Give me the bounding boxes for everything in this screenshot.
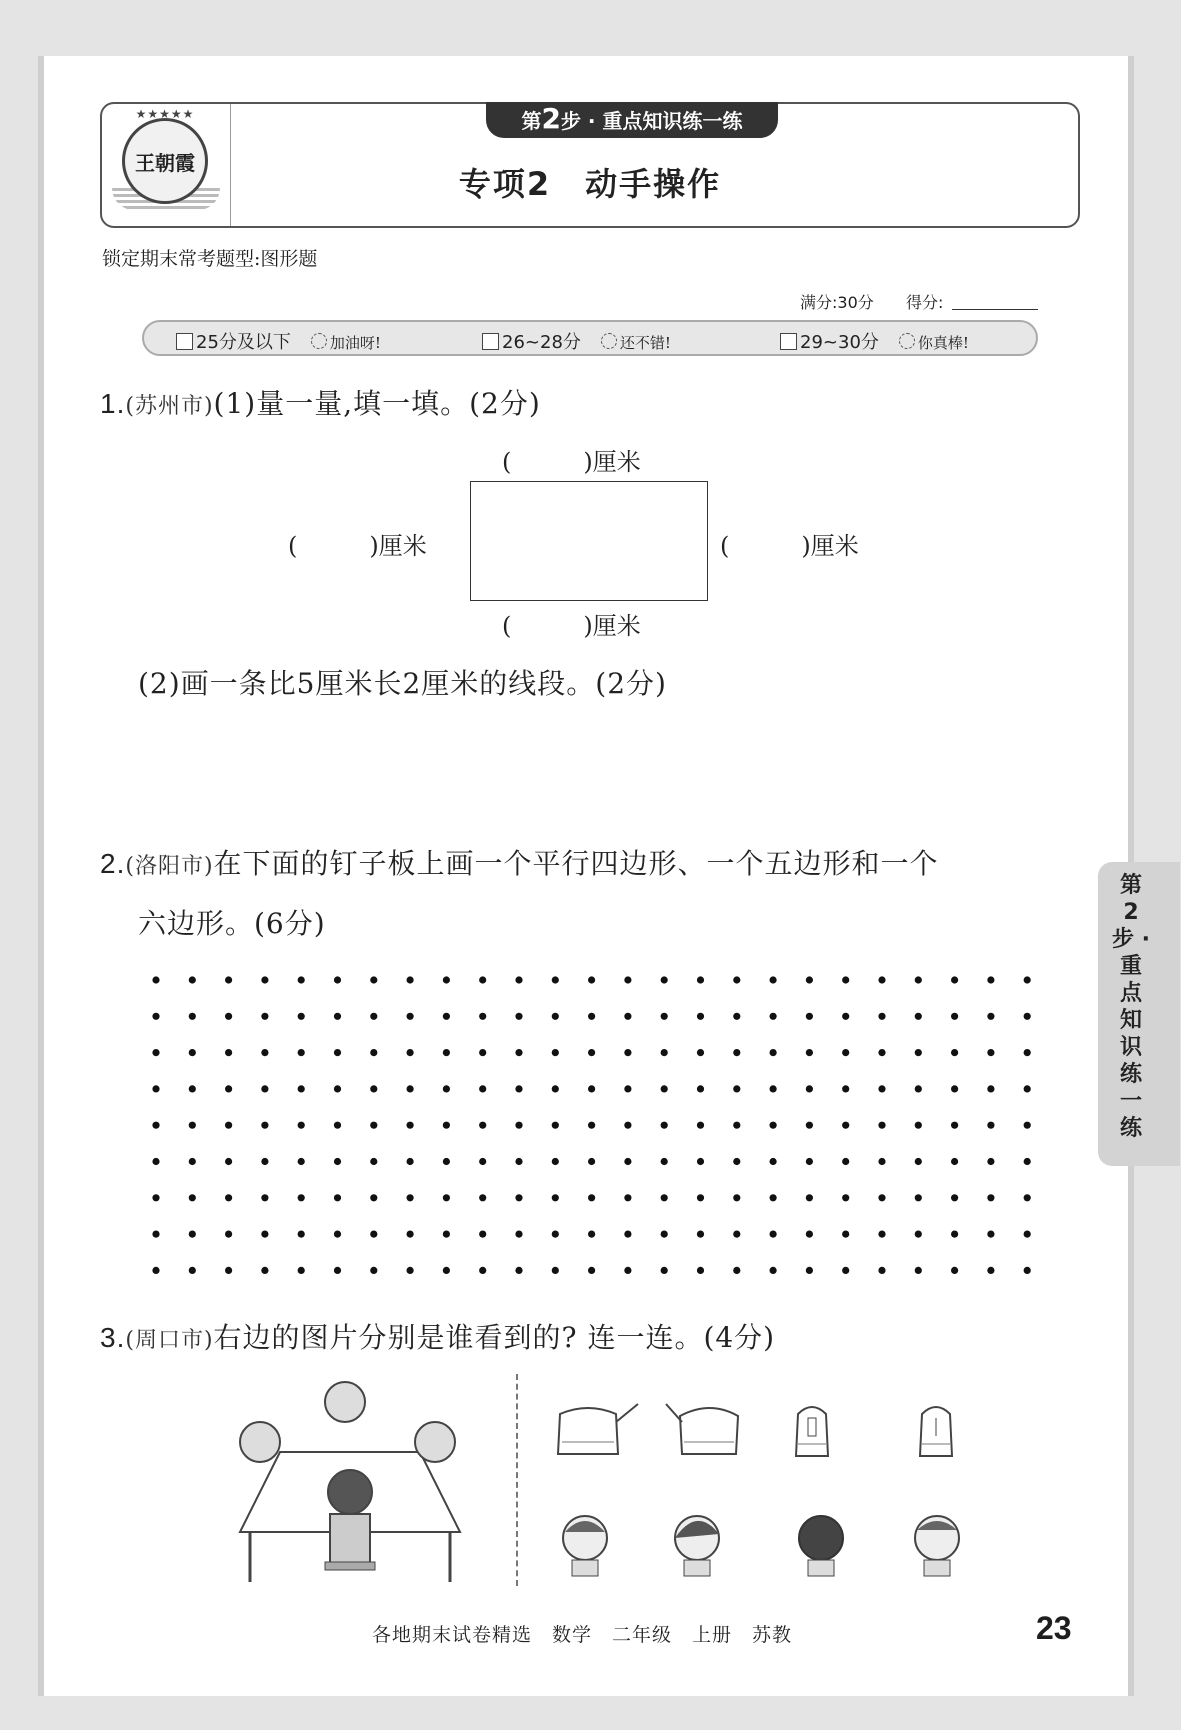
face-icon: [601, 333, 617, 349]
question-number: 1.: [100, 388, 126, 419]
grid-dot[interactable]: [624, 1049, 631, 1056]
children-table-illustration: [220, 1372, 480, 1602]
grid-dot[interactable]: [733, 1049, 740, 1056]
grid-dot[interactable]: [370, 1122, 377, 1129]
grid-dot[interactable]: [189, 1085, 196, 1092]
grid-dot[interactable]: [806, 1049, 813, 1056]
grid-dot[interactable]: [987, 1122, 994, 1129]
grid-dot[interactable]: [770, 1085, 777, 1092]
grid-dot[interactable]: [515, 1158, 522, 1165]
grid-dot[interactable]: [515, 1231, 522, 1238]
page-title: 专项2 动手操作: [458, 165, 722, 203]
grid-dot[interactable]: [479, 976, 486, 983]
grid-dot[interactable]: [878, 1122, 885, 1129]
score-range: 29~30分: [800, 332, 879, 353]
grid-dot[interactable]: [298, 1158, 305, 1165]
grid-dot[interactable]: [189, 976, 196, 983]
grid-dot[interactable]: [661, 1194, 668, 1201]
grid-dot[interactable]: [225, 1122, 232, 1129]
question-text: 右边的图片分别是谁看到的? 连一连。(4分): [213, 1321, 776, 1354]
grid-dot[interactable]: [407, 1158, 414, 1165]
checkbox-icon[interactable]: [780, 333, 797, 350]
dashed-divider: [516, 1374, 518, 1586]
grid-dot[interactable]: [152, 1158, 159, 1165]
grid-dot[interactable]: [334, 1158, 341, 1165]
grid-dot[interactable]: [915, 1085, 922, 1092]
grid-dot[interactable]: [624, 1085, 631, 1092]
grid-dot[interactable]: [624, 1122, 631, 1129]
grid-dot[interactable]: [588, 1231, 595, 1238]
grid-dot[interactable]: [624, 976, 631, 983]
grid-dot[interactable]: [661, 1049, 668, 1056]
grid-dot[interactable]: [1024, 1158, 1031, 1165]
grid-dot[interactable]: [334, 1122, 341, 1129]
grid-dot[interactable]: [733, 1013, 740, 1020]
score-level-1: [176, 328, 381, 354]
grid-dot[interactable]: [1024, 1122, 1031, 1129]
question-source: (周口市): [125, 1328, 214, 1353]
footer-text: 各地期末试卷精选 数学 二年级 上册 苏教: [372, 1624, 793, 1646]
grid-dot[interactable]: [152, 1267, 159, 1274]
grid-dot[interactable]: [878, 1013, 885, 1020]
grid-dot[interactable]: [878, 1194, 885, 1201]
question-1: [100, 382, 541, 422]
grid-dot[interactable]: [152, 1231, 159, 1238]
grid-dot[interactable]: [951, 1122, 958, 1129]
grid-dot[interactable]: [588, 1049, 595, 1056]
grid-dot[interactable]: [806, 1085, 813, 1092]
grid-dot[interactable]: [661, 1267, 668, 1274]
grid-dot[interactable]: [842, 1231, 849, 1238]
grid-dot[interactable]: [987, 1013, 994, 1020]
score-comment: 还不错!: [619, 334, 671, 352]
grid-dot[interactable]: [189, 1158, 196, 1165]
grid-dot[interactable]: [588, 1267, 595, 1274]
grid-dot[interactable]: [298, 1231, 305, 1238]
grid-dot[interactable]: [987, 1267, 994, 1274]
grid-dot[interactable]: [878, 1267, 885, 1274]
grid-dot[interactable]: [878, 976, 885, 983]
score-level-2: [482, 328, 671, 354]
question-2-line-2: 六边形。(6分): [138, 907, 326, 940]
measure-rectangle: [470, 481, 708, 601]
grid-dot[interactable]: [334, 1231, 341, 1238]
grid-dot[interactable]: [370, 1231, 377, 1238]
grid-dot[interactable]: [624, 1231, 631, 1238]
grid-dot[interactable]: [733, 1158, 740, 1165]
grid-dot[interactable]: [697, 1013, 704, 1020]
grid-dot[interactable]: [515, 1194, 522, 1201]
grid-dot[interactable]: [261, 1194, 268, 1201]
grid-dot[interactable]: [407, 1013, 414, 1020]
grid-dot[interactable]: [298, 1013, 305, 1020]
grid-dot[interactable]: [915, 1231, 922, 1238]
side-tab-text: 第 2 步 · 重 点 知 识 练 一 练: [1111, 873, 1151, 1141]
grid-dot[interactable]: [407, 1049, 414, 1056]
grid-dot[interactable]: [370, 1267, 377, 1274]
grid-dot[interactable]: [697, 1122, 704, 1129]
grid-dot[interactable]: [552, 1085, 559, 1092]
question-source: (洛阳市): [125, 854, 214, 879]
grid-dot[interactable]: [443, 1194, 450, 1201]
grid-dot[interactable]: [298, 1267, 305, 1274]
grid-dot[interactable]: [624, 1013, 631, 1020]
grid-dot[interactable]: [806, 1122, 813, 1129]
grid-dot[interactable]: [479, 1085, 486, 1092]
grid-dot[interactable]: [152, 1085, 159, 1092]
grid-dot[interactable]: [842, 976, 849, 983]
grid-dot[interactable]: [552, 976, 559, 983]
grid-dot[interactable]: [842, 1158, 849, 1165]
grid-dot[interactable]: [697, 1158, 704, 1165]
question-1-part-2: (2)画一条比5厘米长2厘米的线段。(2分): [138, 667, 667, 700]
grid-dot[interactable]: [624, 1194, 631, 1201]
face-icon: [899, 333, 915, 349]
subtitle: 锁定期末常考题型:图形题: [102, 248, 318, 270]
logo-text: 王朝霞: [135, 151, 195, 175]
grid-dot[interactable]: [915, 1267, 922, 1274]
step-tab: [486, 102, 778, 138]
grid-dot[interactable]: [842, 1013, 849, 1020]
grid-dot[interactable]: [370, 976, 377, 983]
blank-left[interactable]: ( )厘米: [288, 532, 427, 560]
grid-dot[interactable]: [370, 1158, 377, 1165]
grid-dot[interactable]: [915, 1013, 922, 1020]
grid-dot[interactable]: [443, 1085, 450, 1092]
grid-dot[interactable]: [407, 1122, 414, 1129]
grid-dot[interactable]: [515, 1049, 522, 1056]
grid-dot[interactable]: [334, 1267, 341, 1274]
grid-dot[interactable]: [661, 1013, 668, 1020]
grid-dot[interactable]: [225, 1231, 232, 1238]
grid-dot[interactable]: [189, 1049, 196, 1056]
grid-dot[interactable]: [1024, 1085, 1031, 1092]
step-number: 2: [541, 102, 561, 135]
grid-dot[interactable]: [189, 1013, 196, 1020]
header-box: [100, 102, 1080, 228]
girl-face-1: [675, 1516, 719, 1576]
grid-dot[interactable]: [878, 1049, 885, 1056]
question-2: [100, 842, 939, 882]
grid-dot[interactable]: [842, 1267, 849, 1274]
star-icon: ★★★★★: [135, 107, 195, 121]
page-number: 23: [1036, 1610, 1072, 1646]
grid-dot[interactable]: [479, 1013, 486, 1020]
grid-dot[interactable]: [515, 1085, 522, 1092]
grid-dot[interactable]: [261, 1231, 268, 1238]
grid-dot[interactable]: [842, 1122, 849, 1129]
grid-dot[interactable]: [770, 1158, 777, 1165]
grid-dot[interactable]: [987, 976, 994, 983]
grid-dot[interactable]: [1024, 1013, 1031, 1020]
grid-dot[interactable]: [878, 1158, 885, 1165]
grid-dot[interactable]: [443, 1231, 450, 1238]
grid-dot[interactable]: [697, 1049, 704, 1056]
grid-dot[interactable]: [842, 1085, 849, 1092]
grid-dot[interactable]: [261, 1085, 268, 1092]
grid-dot[interactable]: [951, 1194, 958, 1201]
grid-dot[interactable]: [298, 976, 305, 983]
grid-dot[interactable]: [189, 1122, 196, 1129]
checkbox-icon[interactable]: [176, 333, 193, 350]
grid-dot[interactable]: [987, 1158, 994, 1165]
kettle-views-row: [548, 1394, 968, 1464]
grid-dot[interactable]: [479, 1122, 486, 1129]
grid-dot[interactable]: [806, 1231, 813, 1238]
grid-dot[interactable]: [552, 1194, 559, 1201]
grid-dot[interactable]: [515, 1122, 522, 1129]
grid-dot[interactable]: [152, 1013, 159, 1020]
grid-dot[interactable]: [661, 1085, 668, 1092]
grid-dot[interactable]: [334, 1049, 341, 1056]
grid-dot[interactable]: [479, 1267, 486, 1274]
grid-dot[interactable]: [770, 1122, 777, 1129]
grid-dot[interactable]: [334, 1085, 341, 1092]
grid-dot[interactable]: [261, 1158, 268, 1165]
grid-dot[interactable]: [987, 1085, 994, 1092]
score-comment: 你真棒!: [917, 334, 969, 352]
grid-dot[interactable]: [407, 1231, 414, 1238]
grid-dot[interactable]: [697, 1194, 704, 1201]
grid-dot[interactable]: [987, 1231, 994, 1238]
grid-dot[interactable]: [661, 1158, 668, 1165]
grid-dot[interactable]: [1024, 1231, 1031, 1238]
grid-dot[interactable]: [915, 1049, 922, 1056]
grid-dot[interactable]: [552, 1049, 559, 1056]
grid-dot[interactable]: [806, 976, 813, 983]
grid-dot[interactable]: [515, 976, 522, 983]
grid-dot[interactable]: [915, 1122, 922, 1129]
grid-dot[interactable]: [878, 1085, 885, 1092]
score-blank[interactable]: [952, 309, 1038, 310]
grid-dot[interactable]: [770, 1013, 777, 1020]
score-range: 25分及以下: [196, 332, 291, 353]
grid-dot[interactable]: [334, 976, 341, 983]
grid-dot[interactable]: [733, 1122, 740, 1129]
grid-dot[interactable]: [588, 1158, 595, 1165]
grid-dot[interactable]: [552, 1267, 559, 1274]
grid-dot[interactable]: [588, 976, 595, 983]
grid-dot[interactable]: [552, 1013, 559, 1020]
grid-dot[interactable]: [951, 1267, 958, 1274]
grid-dot[interactable]: [370, 1085, 377, 1092]
grid-dot[interactable]: [588, 1013, 595, 1020]
blank-bottom[interactable]: ( )厘米: [502, 612, 641, 640]
kettle-side-view-2: [666, 1404, 738, 1454]
side-step-tab: [1098, 862, 1180, 1166]
grid-dot[interactable]: [334, 1194, 341, 1201]
question-3: [100, 1316, 775, 1356]
grid-dot[interactable]: [298, 1122, 305, 1129]
grid-dot[interactable]: [298, 1085, 305, 1092]
grid-dot[interactable]: [370, 1049, 377, 1056]
score-range: 26~28分: [502, 332, 581, 353]
grid-dot[interactable]: [261, 1267, 268, 1274]
grid-dot[interactable]: [951, 1085, 958, 1092]
grid-dot[interactable]: [951, 1158, 958, 1165]
grid-dot[interactable]: [189, 1194, 196, 1201]
grid-dot[interactable]: [770, 976, 777, 983]
grid-dot[interactable]: [951, 1049, 958, 1056]
grid-dot[interactable]: [189, 1267, 196, 1274]
grid-dot[interactable]: [189, 1231, 196, 1238]
grid-dot[interactable]: [261, 1049, 268, 1056]
grid-dot[interactable]: [225, 1013, 232, 1020]
grid-dot[interactable]: [152, 1194, 159, 1201]
grid-dot[interactable]: [261, 1122, 268, 1129]
grid-dot[interactable]: [552, 1122, 559, 1129]
grid-dot[interactable]: [624, 1158, 631, 1165]
score-bar: [142, 320, 1038, 356]
grid-dot[interactable]: [225, 1049, 232, 1056]
grid-dot[interactable]: [479, 1231, 486, 1238]
checkbox-icon[interactable]: [482, 333, 499, 350]
grid-dot[interactable]: [770, 1049, 777, 1056]
grid-dot[interactable]: [1024, 1049, 1031, 1056]
grid-dot[interactable]: [261, 976, 268, 983]
blank-right[interactable]: ( )厘米: [720, 532, 859, 560]
grid-dot[interactable]: [443, 1013, 450, 1020]
grid-dot[interactable]: [443, 1267, 450, 1274]
girl-back-view: [799, 1516, 843, 1576]
grid-dot[interactable]: [733, 1194, 740, 1201]
score-comment: 加油呀!: [329, 334, 381, 352]
grid-dot[interactable]: [733, 1231, 740, 1238]
grid-dot[interactable]: [225, 1267, 232, 1274]
grid-dot[interactable]: [443, 1122, 450, 1129]
grid-dot[interactable]: [334, 1013, 341, 1020]
grid-dot[interactable]: [697, 976, 704, 983]
dot-grid[interactable]: [140, 966, 1040, 1286]
grid-dot[interactable]: [915, 1194, 922, 1201]
grid-dot[interactable]: [951, 1013, 958, 1020]
grid-dot[interactable]: [370, 1194, 377, 1201]
question-number: 3.: [100, 1322, 126, 1353]
grid-dot[interactable]: [697, 1267, 704, 1274]
grid-dot[interactable]: [915, 976, 922, 983]
grid-dot[interactable]: [588, 1194, 595, 1201]
grid-dot[interactable]: [842, 1194, 849, 1201]
kettle-front-view-1: [796, 1407, 828, 1456]
grid-dot[interactable]: [152, 1122, 159, 1129]
grid-dot[interactable]: [770, 1267, 777, 1274]
grid-dot[interactable]: [588, 1122, 595, 1129]
grid-dot[interactable]: [298, 1049, 305, 1056]
grid-dot[interactable]: [878, 1231, 885, 1238]
grid-dot[interactable]: [443, 976, 450, 983]
question-text: (1)量一量,填一填。(2分): [213, 387, 541, 420]
grid-dot[interactable]: [806, 1267, 813, 1274]
grid-dot[interactable]: [1024, 1194, 1031, 1201]
grid-dot[interactable]: [479, 1049, 486, 1056]
grid-dot[interactable]: [225, 1158, 232, 1165]
grid-dot[interactable]: [552, 1158, 559, 1165]
grid-dot[interactable]: [842, 1049, 849, 1056]
grid-dot[interactable]: [407, 1194, 414, 1201]
face-icon: [311, 333, 327, 349]
grid-dot[interactable]: [479, 1158, 486, 1165]
grid-dot[interactable]: [733, 1267, 740, 1274]
grid-dot[interactable]: [806, 1013, 813, 1020]
grid-dot[interactable]: [261, 1013, 268, 1020]
grid-dot[interactable]: [1024, 1267, 1031, 1274]
grid-dot[interactable]: [915, 1158, 922, 1165]
score-level-3: [780, 328, 969, 354]
grid-dot[interactable]: [370, 1013, 377, 1020]
score-label: 得分:: [906, 293, 944, 312]
grid-dot[interactable]: [443, 1158, 450, 1165]
grid-dot[interactable]: [225, 976, 232, 983]
grid-dot[interactable]: [661, 1122, 668, 1129]
question-number: 2.: [100, 848, 126, 879]
boy-face-2: [915, 1516, 959, 1576]
grid-dot[interactable]: [552, 1231, 559, 1238]
grid-dot[interactable]: [770, 1231, 777, 1238]
grid-dot[interactable]: [661, 976, 668, 983]
grid-dot[interactable]: [443, 1049, 450, 1056]
boy-face-1: [563, 1516, 607, 1576]
grid-dot[interactable]: [661, 1231, 668, 1238]
grid-dot[interactable]: [298, 1194, 305, 1201]
grid-dot[interactable]: [987, 1194, 994, 1201]
step-suffix: 步 · 重点知识练一练: [560, 109, 743, 133]
grid-dot[interactable]: [697, 1231, 704, 1238]
grid-dot[interactable]: [407, 976, 414, 983]
grid-dot[interactable]: [770, 1194, 777, 1201]
question-text: 在下面的钉子板上画一个平行四边形、一个五边形和一个: [213, 847, 939, 880]
grid-dot[interactable]: [152, 976, 159, 983]
grid-dot[interactable]: [951, 1231, 958, 1238]
kettle-side-view-1: [558, 1404, 638, 1454]
children-faces-row: [560, 1510, 980, 1580]
grid-dot[interactable]: [588, 1085, 595, 1092]
step-prefix: 第: [521, 109, 542, 133]
grid-dot[interactable]: [951, 976, 958, 983]
grid-dot[interactable]: [407, 1267, 414, 1274]
grid-dot[interactable]: [225, 1194, 232, 1201]
question-source: (苏州市): [125, 394, 214, 419]
grid-dot[interactable]: [806, 1158, 813, 1165]
grid-dot[interactable]: [152, 1049, 159, 1056]
grid-dot[interactable]: [624, 1267, 631, 1274]
grid-dot[interactable]: [733, 1085, 740, 1092]
grid-dot[interactable]: [697, 1085, 704, 1092]
grid-dot[interactable]: [1024, 976, 1031, 983]
grid-dot[interactable]: [733, 976, 740, 983]
grid-dot[interactable]: [225, 1085, 232, 1092]
grid-dot[interactable]: [806, 1194, 813, 1201]
blank-top[interactable]: ( )厘米: [502, 448, 641, 476]
full-score: 满分:30分: [800, 293, 874, 312]
grid-dot[interactable]: [407, 1085, 414, 1092]
grid-dot[interactable]: [479, 1194, 486, 1201]
grid-dot[interactable]: [515, 1013, 522, 1020]
kettle-back-view-1: [920, 1407, 952, 1456]
grid-dot[interactable]: [515, 1267, 522, 1274]
grid-dot[interactable]: [987, 1049, 994, 1056]
